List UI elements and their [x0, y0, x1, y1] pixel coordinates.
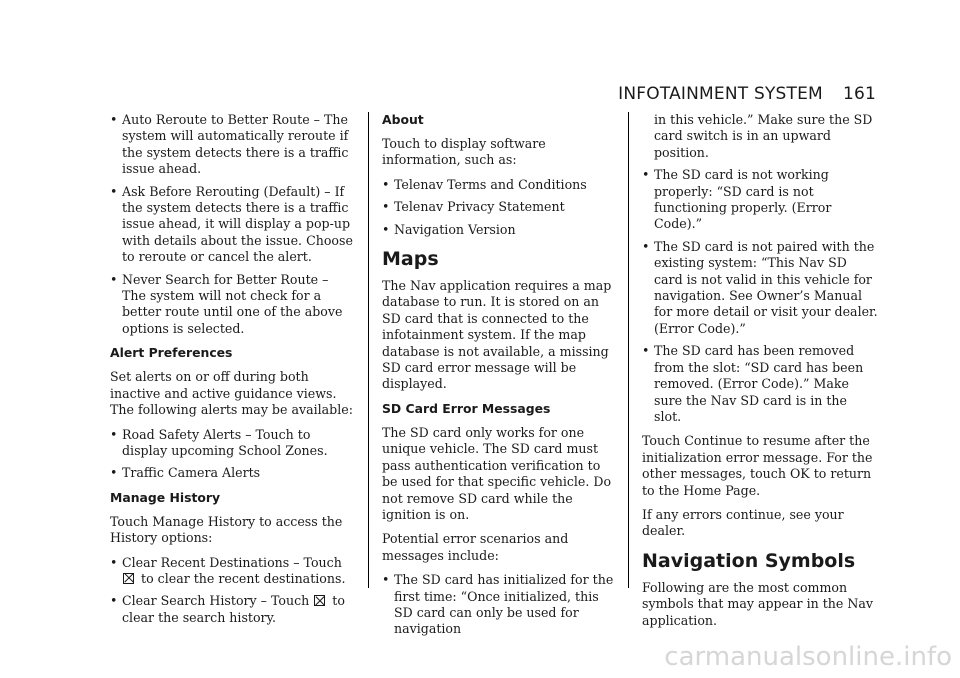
list-item: • Ask Before Rerouting (Default) – If the system detects there is a traffic issue ahead, it will display a pop-up with details about the issue. Choose to reroute or cancel the alert.	[110, 184, 356, 266]
page-number: 161	[842, 84, 876, 104]
sd-card-text: The SD card only works for one unique vehicle. The SD card must pass authentication verification to be used for that specific vehicle. Do not remove SD card while the ignition is on.	[382, 424, 612, 522]
history-item-text: to clear the search history.	[122, 593, 345, 625]
list-item: • Navigation Version	[382, 222, 618, 238]
alert-list	[110, 427, 356, 482]
dealer-text: If any errors continue, see your dealer.	[642, 506, 844, 539]
list-item: • Auto Reroute to Better Route – The system will automatically reroute if the system detects there is a traffic issue ahead.	[110, 112, 356, 178]
column-divider	[368, 112, 369, 588]
watermark: carmanualsonline.info	[664, 642, 952, 672]
list-item: • Telenav Terms and Conditions	[382, 177, 618, 193]
list-item: • The SD card has been removed from the slot: “SD card has been removed. (Error Code).” Make sure the Nav SD card is in the slot.	[642, 343, 878, 425]
maps-heading: Maps	[382, 248, 439, 271]
history-item-text: Clear Recent Destinations – Touch	[122, 554, 342, 570]
sd-card-errors-heading: SD Card Error Messages	[382, 400, 551, 416]
alert-preferences-heading: Alert Preferences	[110, 345, 233, 361]
about-list	[382, 177, 618, 238]
list-item: • Traffic Camera Alerts	[110, 465, 356, 481]
potential-errors-text: Potential error scenarios and messages include:	[382, 531, 569, 563]
history-item-text: Clear Search History – Touch	[122, 593, 310, 609]
navigation-symbols-text: Following are the most common symbols that may appear in the Nav application.	[642, 579, 873, 628]
manage-history-heading: Manage History	[110, 489, 221, 505]
history-item-text: to clear the recent destinations.	[141, 570, 346, 586]
list-item: • Road Safety Alerts – Touch to display upcoming School Zones.	[110, 427, 356, 460]
maps-text: The Nav application requires a map database to run. It is stored on an SD card that is connected to the infotainment system. If the map database is not available, a missing SD card error message will be displayed.	[382, 278, 612, 392]
list-item: • Never Search for Better Route – The system will not check for a better route until one of the above options is selected.	[110, 272, 356, 338]
history-list	[110, 555, 356, 627]
reroute-list	[110, 112, 356, 337]
column-2	[382, 112, 618, 646]
column-3	[642, 112, 878, 637]
continue-text: Touch Continue to resume after the initialization error message. For the other messages, touch OK to return to the Home Page.	[642, 433, 873, 498]
about-heading: About	[382, 112, 424, 127]
sd-error-list	[382, 572, 618, 638]
clear-x-icon	[314, 595, 325, 606]
list-item	[110, 593, 356, 626]
column-divider	[628, 112, 629, 588]
clear-x-icon	[123, 573, 134, 584]
list-item: • The SD card has initialized for the first time: “Once initialized, this SD card can only be used for navigation	[382, 572, 618, 638]
manage-history-text: Touch Manage History to access the History options:	[110, 513, 343, 546]
navigation-symbols-heading: Navigation Symbols	[642, 549, 856, 572]
about-text: Touch to display software information, such as:	[382, 136, 546, 168]
sd-error-list	[642, 167, 878, 425]
list-item	[110, 555, 356, 588]
page-header	[618, 84, 876, 104]
list-item: • The SD card is not working properly: “SD card is not functioning properly. (Error Code).”	[642, 167, 878, 233]
list-item-continuation: in this vehicle.” Make sure the SD card switch is in an upward position.	[654, 112, 873, 160]
list-item: • The SD card is not paired with the existing system: “This Nav SD card is not valid in this vehicle for navigation. See Owner’s Manual for more detail or visit your dealer. (Error Code).”	[642, 239, 878, 337]
alert-preferences-text: Set alerts on or off during both inactive and active guidance views. The following alerts may be available:	[110, 369, 353, 418]
column-1	[110, 112, 356, 634]
list-item: • Telenav Privacy Statement	[382, 199, 618, 215]
section-title: INFOTAINMENT SYSTEM	[618, 84, 823, 104]
